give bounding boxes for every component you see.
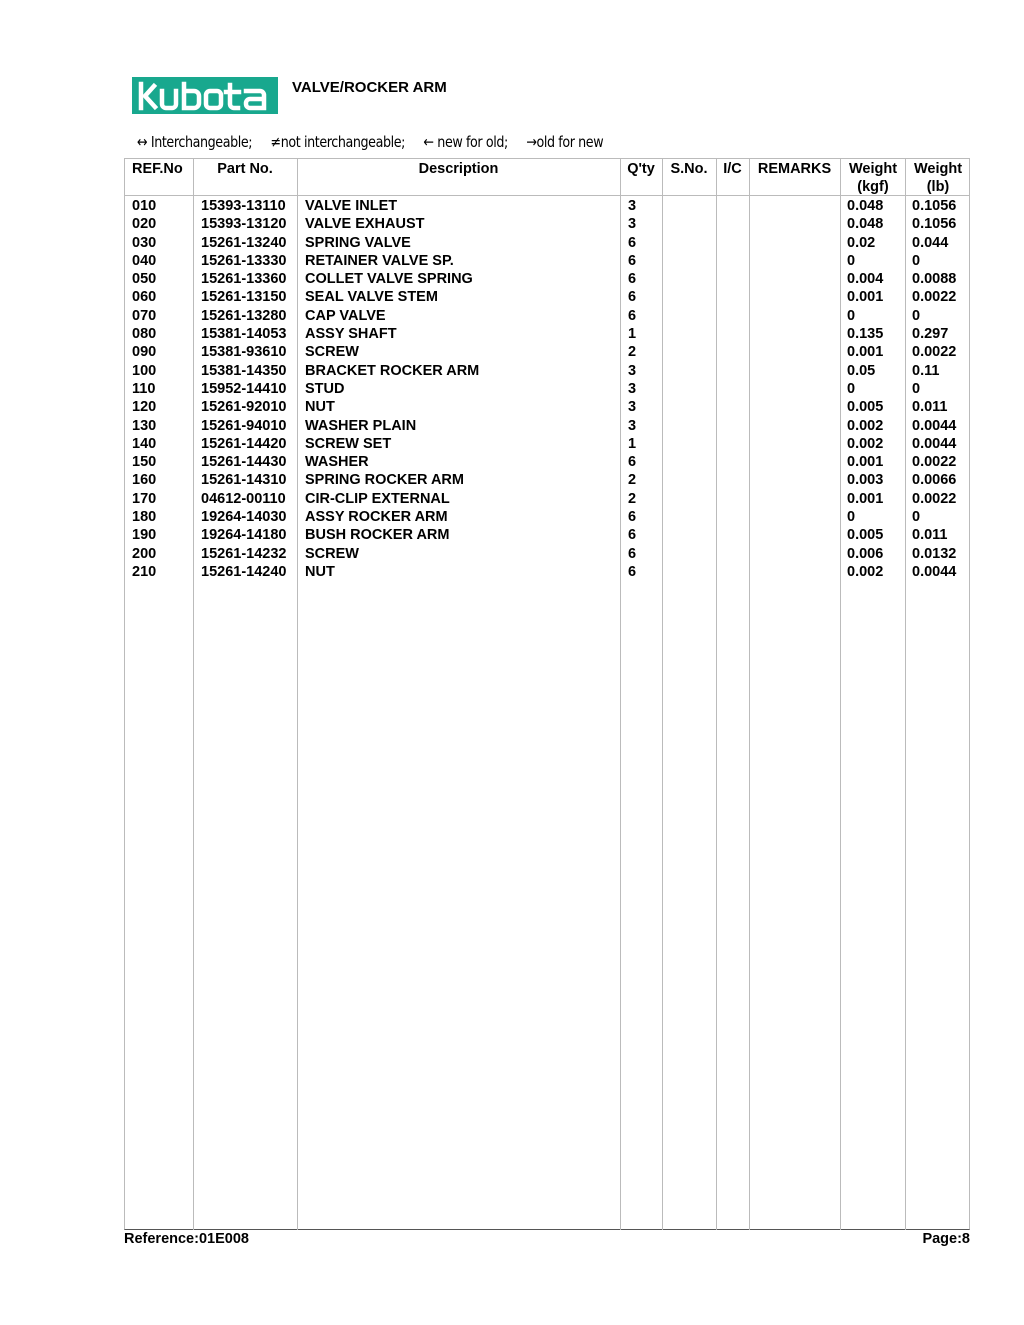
cell-ref: 160 [132,472,157,489]
legend-not-interchangeable: ≠not interchangeable; [270,133,406,151]
cell-weight-kgf: 0.048 [847,216,884,233]
cell-part-no: 15261-94010 [201,417,287,434]
cell-weight-kgf: 0 [847,307,856,324]
legend-new-for-old: ← new for old; [423,133,508,151]
table-row [0,508,1024,526]
cell-qty: 3 [628,362,637,379]
table-row [0,325,1024,343]
cell-weight-lb: 0 [912,380,921,397]
cell-qty: 2 [628,472,637,489]
cell-weight-kgf: 0.001 [847,344,884,361]
cell-weight-lb: 0 [912,509,921,526]
cell-description: VALVE EXHAUST [305,216,425,233]
cell-weight-lb: 0.0022 [912,490,957,507]
cell-weight-kgf: 0 [847,509,856,526]
cell-weight-lb: 0.1056 [912,216,957,233]
cell-description: BRACKET ROCKER ARM [305,362,480,379]
cell-ref: 130 [132,417,157,434]
cell-weight-kgf: 0.002 [847,417,884,434]
cell-qty: 6 [628,527,637,544]
cell-weight-lb: 0.011 [912,527,948,544]
cell-description: BUSH ROCKER ARM [305,527,450,544]
cell-description: ASSY SHAFT [305,326,397,343]
table-row [0,526,1024,544]
cell-weight-kgf: 0.003 [847,472,884,489]
cell-part-no: 15393-13110 [201,198,286,214]
kubota-logo [132,77,278,114]
table-row [0,453,1024,471]
cell-part-no: 15261-13150 [201,289,287,306]
header-ref: REF.No [132,161,183,177]
cell-ref: 110 [132,380,156,397]
interchangeability-legend [137,133,618,151]
table-row [0,288,1024,306]
table-row [0,197,1024,215]
cell-weight-kgf: 0.006 [847,545,884,562]
header-weight-lb: Weight (lb) [913,161,963,195]
cell-description: CAP VALVE [305,307,386,324]
cell-weight-kgf: 0.001 [847,490,884,507]
cell-part-no: 15261-13240 [201,234,287,251]
table-row [0,563,1024,581]
cell-weight-kgf: 0.002 [847,563,884,580]
page-number: Page:8 [922,1231,970,1247]
cell-weight-kgf: 0.001 [847,454,884,471]
cell-description: SPRING ROCKER ARM [305,472,464,489]
table-row [0,234,1024,252]
cell-ref: 070 [132,307,157,324]
cell-weight-lb: 0.1056 [912,198,957,214]
cell-qty: 3 [628,380,637,397]
cell-qty: 3 [628,198,637,214]
cell-description: CIR-CLIP EXTERNAL [305,490,450,507]
cell-ref: 150 [132,454,157,471]
cell-description: SCREW SET [305,435,392,452]
cell-part-no: 15952-14410 [201,380,287,397]
cell-weight-lb: 0.011 [912,399,948,416]
header-part-no: Part No. [217,161,273,177]
cell-qty: 6 [628,509,637,526]
cell-weight-kgf: 0.002 [847,435,884,452]
cell-weight-kgf: 0.05 [847,362,876,379]
cell-weight-kgf: 0.048 [847,198,884,214]
cell-weight-lb: 0.044 [912,234,949,251]
cell-ref: 200 [132,545,157,562]
table-row [0,362,1024,380]
cell-qty: 6 [628,563,637,580]
cell-weight-lb: 0.0022 [912,344,957,361]
table-row [0,343,1024,361]
cell-qty: 6 [628,289,637,306]
cell-weight-kgf: 0.005 [847,399,884,416]
cell-ref: 090 [132,344,157,361]
header-ic: I/C [723,161,742,177]
cell-qty: 3 [628,417,637,434]
cell-ref: 020 [132,216,157,233]
cell-ref: 080 [132,326,157,343]
cell-description: NUT [305,563,335,580]
cell-description: VALVE INLET [305,198,398,214]
cell-qty: 6 [628,454,637,471]
cell-weight-lb: 0.0044 [912,435,957,452]
legend-interchangeable: ↔ Interchangeable; [137,133,253,151]
cell-weight-lb: 0.0022 [912,454,957,471]
cell-part-no: 15381-93610 [201,344,287,361]
cell-qty: 6 [628,545,637,562]
cell-ref: 060 [132,289,157,306]
cell-weight-kgf: 0 [847,380,856,397]
cell-qty: 2 [628,344,637,361]
cell-ref: 100 [132,362,157,379]
cell-weight-kgf: 0.004 [847,271,884,288]
cell-description: SPRING VALVE [305,234,411,251]
cell-weight-lb: 0.0044 [912,417,957,434]
cell-ref: 050 [132,271,157,288]
table-row [0,270,1024,288]
cell-description: SEAL VALVE STEM [305,289,438,306]
cell-part-no: 15381-14350 [201,362,287,379]
header-remarks: REMARKS [757,161,832,177]
cell-part-no: 15261-13280 [201,307,287,324]
header-description: Description [418,161,499,177]
cell-weight-kgf: 0 [847,252,856,269]
table-row [0,435,1024,453]
cell-weight-lb: 0 [912,252,921,269]
table-row [0,215,1024,233]
cell-part-no: 15261-14420 [201,435,287,452]
cell-part-no: 15261-14232 [201,545,287,562]
cell-ref: 170 [132,490,157,507]
cell-part-no: 15261-14430 [201,454,287,471]
cell-part-no: 15261-13330 [201,252,287,269]
reference-label: Reference:01E008 [124,1231,249,1247]
cell-part-no: 15381-14053 [201,326,287,343]
cell-ref: 190 [132,527,157,544]
cell-description: ASSY ROCKER ARM [305,509,448,526]
cell-qty: 6 [628,252,637,269]
cell-part-no: 15261-13360 [201,271,287,288]
cell-description: STUD [305,380,345,397]
cell-qty: 1 [628,326,637,343]
cell-description: NUT [305,399,335,416]
legend-old-for-new: →old for new [526,133,604,151]
table-row [0,398,1024,416]
table-row [0,417,1024,435]
header-weight-kgf: Weight (kgf) [848,161,898,195]
cell-weight-kgf: 0.135 [847,326,884,343]
cell-ref: 010 [132,198,157,214]
cell-part-no: 04612-00110 [201,490,286,507]
header-serial-no: S.No. [670,161,708,177]
cell-qty: 3 [628,399,637,416]
cell-description: SCREW [305,344,359,361]
cell-weight-lb: 0.297 [912,326,949,343]
cell-weight-lb: 0.0066 [912,472,957,489]
cell-ref: 030 [132,234,157,251]
cell-weight-kgf: 0.001 [847,289,884,306]
table-row [0,380,1024,398]
cell-weight-kgf: 0.005 [847,527,884,544]
cell-weight-lb: 0.0022 [912,289,957,306]
cell-part-no: 15261-92010 [201,399,287,416]
cell-part-no: 19264-14180 [201,527,287,544]
cell-weight-lb: 0.11 [912,362,940,379]
cell-weight-lb: 0.0132 [912,545,957,562]
cell-weight-kgf: 0.02 [847,234,876,251]
cell-qty: 6 [628,307,637,324]
cell-qty: 3 [628,216,637,233]
cell-ref: 180 [132,509,157,526]
cell-ref: 120 [132,399,157,416]
table-row [0,471,1024,489]
page-title: VALVE/ROCKER ARM [292,79,447,96]
cell-qty: 6 [628,234,637,251]
cell-part-no: 15261-14240 [201,563,287,580]
cell-ref: 140 [132,435,157,452]
parts-rows [0,197,1024,581]
cell-qty: 1 [628,435,637,452]
cell-description: COLLET VALVE SPRING [305,271,473,288]
table-row [0,307,1024,325]
cell-description: WASHER [305,454,369,471]
cell-part-no: 15261-14310 [201,472,287,489]
cell-qty: 6 [628,271,637,288]
table-row [0,490,1024,508]
cell-weight-lb: 0.0044 [912,563,957,580]
cell-ref: 040 [132,252,157,269]
cell-part-no: 15393-13120 [201,216,287,233]
cell-description: WASHER PLAIN [305,417,417,434]
header-qty: Q'ty [627,161,655,177]
cell-description: SCREW [305,545,359,562]
table-row [0,252,1024,270]
cell-weight-lb: 0 [912,307,921,324]
cell-part-no: 19264-14030 [201,509,287,526]
cell-weight-lb: 0.0088 [912,271,957,288]
cell-description: RETAINER VALVE SP. [305,252,454,269]
table-row [0,545,1024,563]
cell-qty: 2 [628,490,637,507]
cell-ref: 210 [132,563,157,580]
